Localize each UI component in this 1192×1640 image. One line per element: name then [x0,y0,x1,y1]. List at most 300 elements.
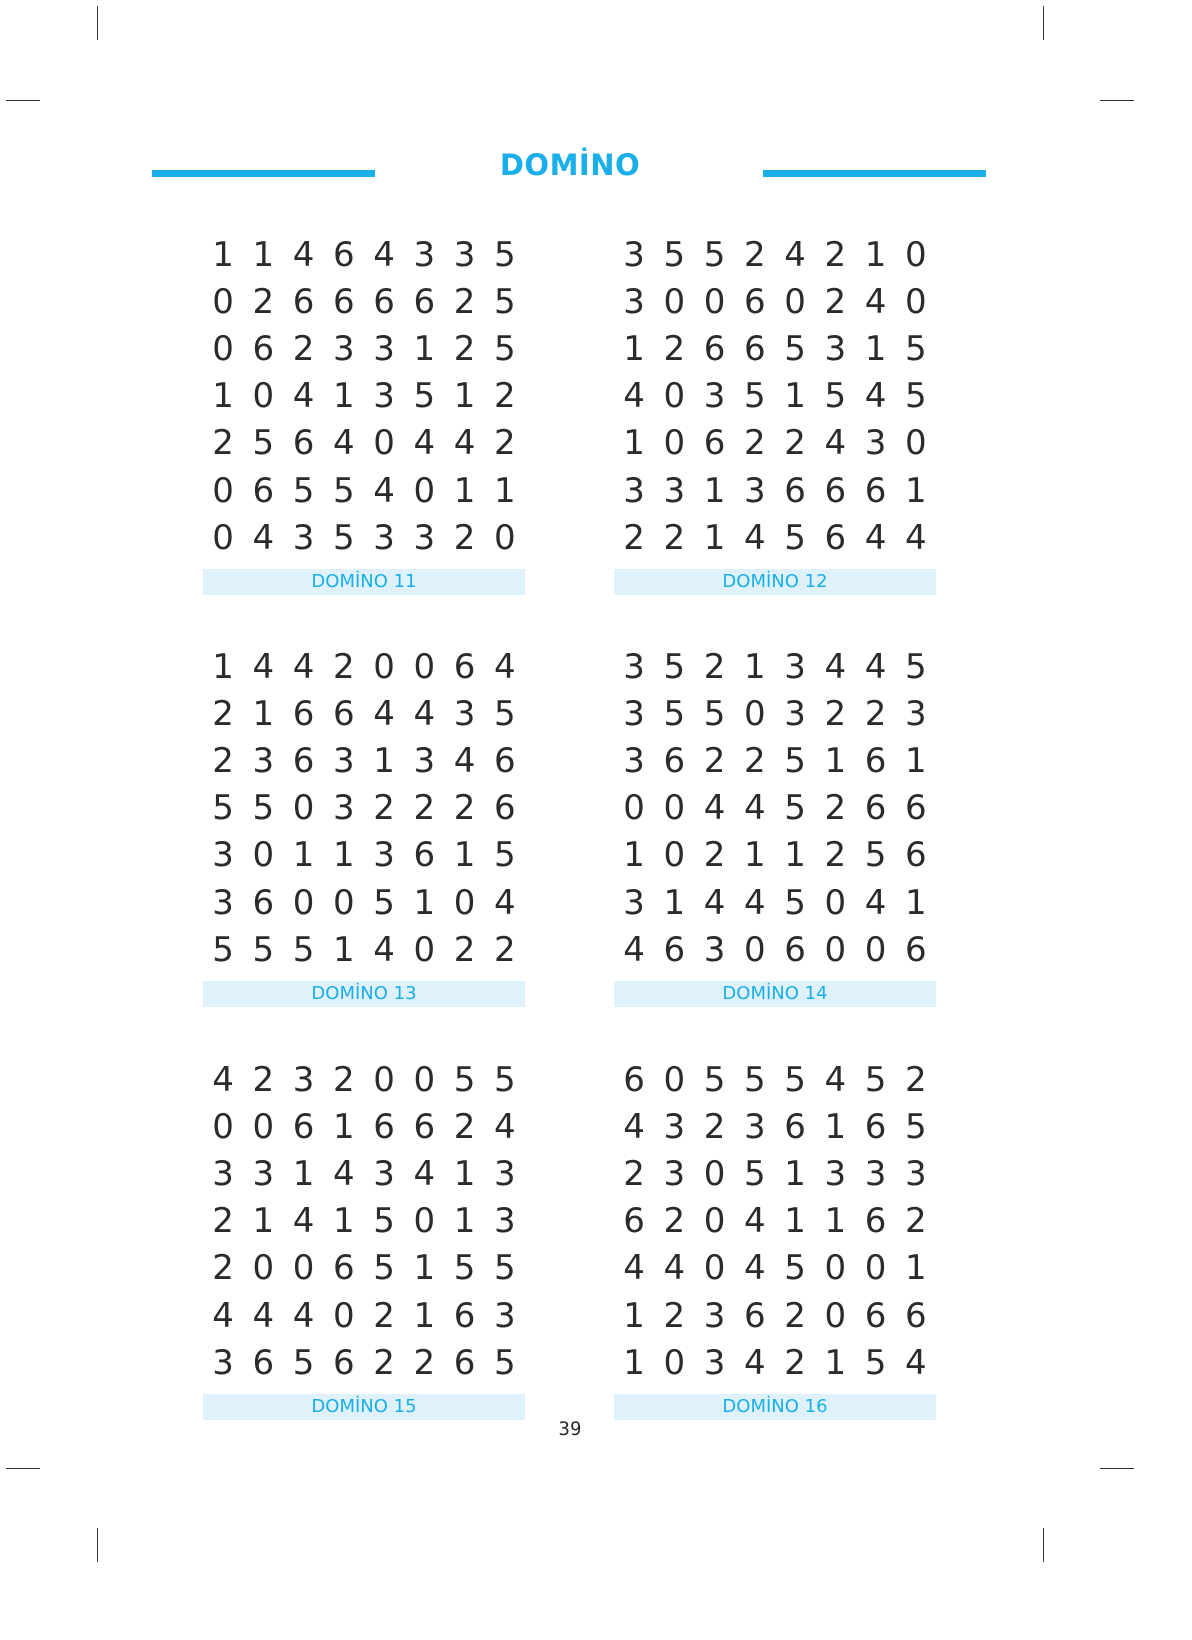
grid-cell: 0 [824,1295,847,1336]
grid-cell: 4 [373,693,395,734]
grid-cell: 3 [453,693,476,734]
grid-cell: 4 [663,1248,686,1289]
grid-cell: 1 [703,470,726,511]
grid-cell: 5 [744,376,766,417]
grid-cell: 2 [292,328,315,369]
grid-cell: 6 [744,281,766,322]
grid-cell: 4 [623,1106,645,1147]
grid-cell: 1 [623,328,645,369]
grid-cell: 6 [292,740,315,781]
grid-cell: 5 [373,1248,395,1289]
grid-cell: 4 [905,517,927,558]
crop-mark [1043,6,1044,40]
grid-row [614,1056,936,1103]
grid-cell: 1 [494,470,516,511]
grid-cell: 3 [623,234,645,275]
grid-row [203,514,525,561]
grid-cell: 1 [453,1153,476,1194]
grid-cell: 2 [453,328,476,369]
grid-cell: 1 [703,517,726,558]
grid-cell: 4 [212,1295,234,1336]
grid-cell: 1 [905,740,927,781]
grid-cell: 1 [905,1248,927,1289]
grid-row [614,467,936,514]
grid-cell: 3 [292,517,315,558]
grid-cell: 3 [824,328,847,369]
grid-cell: 5 [494,234,516,275]
grid-cell: 1 [333,1201,355,1242]
grid-row [614,1198,936,1245]
grid-cell: 5 [373,882,395,923]
grid-cell: 0 [623,788,645,829]
grid-cell: 5 [703,234,726,275]
grid-cell: 6 [292,423,315,464]
grid-cell: 4 [292,234,315,275]
grid-cell: 5 [663,234,686,275]
grid-cell: 5 [292,1342,315,1383]
grid-cell: 4 [413,423,436,464]
grid-cell: 4 [864,882,887,923]
crop-mark [6,1468,40,1469]
grid-cell: 0 [212,517,234,558]
grid-cell: 4 [373,929,395,970]
grid-cell: 5 [292,470,315,511]
puzzle-label: DOMİNO 14 [614,981,936,1007]
grid-cell: 1 [413,1248,436,1289]
grid-cell: 2 [824,835,847,876]
grid-row [614,926,936,973]
grid-cell: 6 [252,882,275,923]
grid-cell: 5 [905,646,927,687]
grid-cell: 1 [212,376,234,417]
grid-cell: 3 [252,740,275,781]
grid-cell: 0 [663,281,686,322]
grid-cell: 3 [784,646,806,687]
number-grid [203,1056,525,1386]
grid-row [203,737,525,784]
grid-cell: 1 [413,1295,436,1336]
grid-cell: 0 [744,929,766,970]
grid-cell: 1 [252,1201,275,1242]
grid-cell: 5 [413,376,436,417]
grid-cell: 6 [784,470,806,511]
grid-cell: 4 [864,517,887,558]
grid-cell: 3 [703,376,726,417]
grid-cell: 2 [744,423,766,464]
grid-cell: 6 [292,1106,315,1147]
grid-cell: 3 [413,517,436,558]
domino-puzzle [203,1056,525,1420]
grid-cell: 0 [292,1248,315,1289]
grid-cell: 2 [703,646,726,687]
grid-cell: 0 [212,1106,234,1147]
grid-cell: 6 [494,740,516,781]
grid-cell: 1 [824,1106,847,1147]
grid-cell: 1 [212,234,234,275]
grid-cell: 0 [212,281,234,322]
grid-cell: 1 [333,1106,355,1147]
grid-cell: 2 [905,1201,927,1242]
grid-cell: 1 [824,740,847,781]
grid-cell: 2 [373,788,395,829]
grid-cell: 0 [824,1248,847,1289]
grid-cell: 5 [453,1059,476,1100]
grid-cell: 5 [252,788,275,829]
grid-cell: 6 [333,281,355,322]
grid-cell: 2 [453,1106,476,1147]
grid-cell: 6 [864,1295,887,1336]
grid-cell: 2 [824,234,847,275]
grid-cell: 6 [292,693,315,734]
crop-mark [97,6,98,40]
title-rule-left [152,170,375,177]
grid-cell: 5 [494,1248,516,1289]
grid-cell: 6 [864,788,887,829]
grid-cell: 1 [292,1153,315,1194]
grid-cell: 3 [744,1106,766,1147]
number-grid [614,1056,936,1386]
grid-cell: 6 [864,470,887,511]
grid-cell: 6 [292,281,315,322]
grid-cell: 4 [252,517,275,558]
grid-cell: 5 [494,835,516,876]
grid-cell: 4 [824,646,847,687]
grid-cell: 5 [494,1059,516,1100]
grid-cell: 0 [413,1059,436,1100]
grid-row [203,879,525,926]
grid-cell: 2 [252,281,275,322]
grid-row [203,231,525,278]
grid-cell: 1 [623,1342,645,1383]
grid-cell: 3 [413,234,436,275]
grid-cell: 2 [744,234,766,275]
grid-cell: 4 [333,423,355,464]
grid-cell: 3 [703,1342,726,1383]
grid-cell: 2 [744,740,766,781]
grid-row [203,785,525,832]
grid-cell: 5 [784,328,806,369]
grid-cell: 6 [252,470,275,511]
grid-cell: 2 [373,1342,395,1383]
grid-cell: 4 [373,470,395,511]
number-grid [203,643,525,973]
grid-row [614,1103,936,1150]
grid-cell: 3 [905,693,927,734]
grid-cell: 1 [824,1342,847,1383]
grid-cell: 0 [292,882,315,923]
grid-row [614,690,936,737]
grid-cell: 2 [333,1059,355,1100]
grid-row [614,278,936,325]
grid-cell: 6 [663,740,686,781]
grid-cell: 5 [212,788,234,829]
grid-cell: 4 [413,1153,436,1194]
grid-cell: 4 [864,646,887,687]
grid-cell: 3 [212,835,234,876]
grid-cell: 4 [824,423,847,464]
grid-cell: 6 [864,1201,887,1242]
grid-cell: 3 [333,740,355,781]
grid-cell: 0 [905,234,927,275]
grid-cell: 4 [292,1201,315,1242]
grid-cell: 5 [744,1059,766,1100]
grid-cell: 0 [212,328,234,369]
grid-cell: 2 [453,929,476,970]
grid-row [614,373,936,420]
grid-cell: 2 [703,740,726,781]
grid-cell: 4 [212,1059,234,1100]
grid-cell: 4 [744,517,766,558]
grid-cell: 4 [453,740,476,781]
grid-cell: 0 [373,423,395,464]
grid-cell: 6 [252,1342,275,1383]
grid-row [203,278,525,325]
number-grid [614,231,936,561]
grid-cell: 1 [784,1201,806,1242]
grid-row [203,926,525,973]
grid-cell: 4 [292,376,315,417]
page-number: 39 [558,1418,582,1440]
grid-row [614,1245,936,1292]
grid-cell: 5 [864,1059,887,1100]
grid-cell: 4 [703,788,726,829]
grid-cell: 3 [623,281,645,322]
puzzle-label: DOMİNO 13 [203,981,525,1007]
grid-cell: 6 [905,929,927,970]
grid-cell: 3 [864,1153,887,1194]
grid-cell: 1 [623,423,645,464]
grid-cell: 4 [744,788,766,829]
grid-cell: 6 [453,1295,476,1336]
grid-cell: 0 [864,1248,887,1289]
grid-row [203,1292,525,1339]
grid-cell: 4 [252,1295,275,1336]
grid-cell: 6 [333,693,355,734]
grid-row [203,832,525,879]
grid-cell: 2 [663,517,686,558]
grid-cell: 3 [333,788,355,829]
crop-mark [6,100,40,101]
grid-cell: 2 [453,788,476,829]
grid-cell: 6 [252,328,275,369]
grid-cell: 3 [494,1201,516,1242]
grid-cell: 4 [494,882,516,923]
grid-cell: 5 [824,376,847,417]
grid-cell: 3 [212,882,234,923]
grid-cell: 0 [663,1342,686,1383]
grid-cell: 2 [212,1201,234,1242]
grid-cell: 2 [703,1106,726,1147]
grid-cell: 1 [453,835,476,876]
grid-cell: 3 [373,1153,395,1194]
grid-cell: 5 [663,693,686,734]
grid-cell: 6 [905,835,927,876]
grid-cell: 5 [373,1201,395,1242]
number-grid [614,643,936,973]
grid-cell: 4 [784,234,806,275]
grid-cell: 4 [333,1153,355,1194]
grid-cell: 1 [453,470,476,511]
page-title: DOMİNO [499,148,641,182]
grid-cell: 6 [744,1295,766,1336]
grid-cell: 4 [623,376,645,417]
grid-cell: 3 [744,470,766,511]
grid-cell: 3 [623,882,645,923]
grid-row [203,1245,525,1292]
grid-cell: 2 [413,1342,436,1383]
grid-row [614,832,936,879]
grid-cell: 0 [663,1059,686,1100]
grid-cell: 3 [212,1153,234,1194]
grid-cell: 5 [663,646,686,687]
grid-cell: 1 [864,328,887,369]
grid-cell: 3 [373,376,395,417]
grid-row [203,643,525,690]
grid-row [203,420,525,467]
puzzle-label: DOMİNO 15 [203,1394,525,1420]
grid-cell: 0 [413,1201,436,1242]
grid-row [203,1150,525,1197]
grid-cell: 5 [784,740,806,781]
grid-cell: 6 [905,788,927,829]
grid-cell: 0 [413,929,436,970]
grid-cell: 0 [663,835,686,876]
grid-cell: 3 [494,1295,516,1336]
grid-cell: 2 [703,835,726,876]
grid-cell: 6 [703,423,726,464]
grid-row [203,1198,525,1245]
grid-cell: 3 [663,1106,686,1147]
grid-cell: 3 [623,693,645,734]
grid-cell: 6 [784,929,806,970]
grid-cell: 5 [494,693,516,734]
grid-cell: 2 [623,517,645,558]
grid-cell: 0 [373,646,395,687]
grid-cell: 5 [292,929,315,970]
grid-cell: 6 [864,1106,887,1147]
grid-cell: 6 [824,517,847,558]
grid-cell: 4 [494,1106,516,1147]
grid-cell: 5 [905,376,927,417]
grid-cell: 1 [784,1153,806,1194]
grid-cell: 2 [212,1248,234,1289]
grid-cell: 0 [413,470,436,511]
grid-cell: 4 [623,1248,645,1289]
grid-cell: 1 [453,1201,476,1242]
grid-cell: 2 [824,281,847,322]
grid-cell: 6 [413,835,436,876]
grid-cell: 5 [333,470,355,511]
grid-cell: 2 [333,646,355,687]
grid-cell: 0 [413,646,436,687]
grid-cell: 0 [703,281,726,322]
grid-cell: 3 [373,328,395,369]
grid-cell: 0 [373,1059,395,1100]
grid-cell: 3 [623,740,645,781]
grid-cell: 1 [824,1201,847,1242]
grid-cell: 2 [784,1295,806,1336]
grid-cell: 0 [703,1248,726,1289]
grid-cell: 3 [494,1153,516,1194]
grid-cell: 0 [663,788,686,829]
grid-cell: 1 [623,835,645,876]
grid-cell: 6 [453,1342,476,1383]
grid-cell: 2 [373,1295,395,1336]
grid-cell: 6 [663,929,686,970]
crop-mark [97,1528,98,1562]
grid-cell: 1 [212,646,234,687]
grid-cell: 1 [333,835,355,876]
crop-mark [1043,1528,1044,1562]
grid-cell: 6 [373,1106,395,1147]
grid-cell: 2 [494,376,516,417]
grid-cell: 3 [824,1153,847,1194]
grid-cell: 1 [905,470,927,511]
grid-row [203,690,525,737]
grid-cell: 3 [663,1153,686,1194]
grid-cell: 5 [494,328,516,369]
grid-cell: 0 [744,693,766,734]
grid-cell: 3 [663,470,686,511]
grid-cell: 1 [744,646,766,687]
grid-cell: 4 [864,281,887,322]
grid-cell: 5 [703,1059,726,1100]
grid-cell: 5 [333,517,355,558]
domino-puzzle [203,643,525,1007]
grid-cell: 4 [252,646,275,687]
grid-cell: 2 [494,929,516,970]
grid-cell: 5 [784,1248,806,1289]
grid-cell: 5 [744,1153,766,1194]
grid-cell: 6 [905,1295,927,1336]
grid-cell: 2 [623,1153,645,1194]
grid-cell: 0 [824,929,847,970]
grid-cell: 6 [623,1059,645,1100]
grid-row [203,373,525,420]
grid-row [614,514,936,561]
grid-cell: 2 [413,788,436,829]
grid-cell: 0 [864,929,887,970]
grid-cell: 0 [252,1106,275,1147]
grid-cell: 3 [864,423,887,464]
grid-cell: 1 [292,835,315,876]
grid-cell: 4 [864,376,887,417]
grid-row [203,325,525,372]
grid-row [203,467,525,514]
grid-cell: 0 [333,1295,355,1336]
grid-row [614,1339,936,1386]
grid-cell: 5 [212,929,234,970]
grid-cell: 3 [252,1153,275,1194]
grid-cell: 2 [784,1342,806,1383]
grid-cell: 6 [373,281,395,322]
grid-cell: 1 [744,835,766,876]
grid-cell: 4 [744,1201,766,1242]
grid-cell: 6 [703,328,726,369]
grid-cell: 4 [413,693,436,734]
grid-cell: 2 [494,423,516,464]
grid-row [614,1150,936,1197]
grid-cell: 0 [453,882,476,923]
grid-cell: 3 [703,1295,726,1336]
grid-row [203,1103,525,1150]
grid-cell: 0 [252,835,275,876]
grid-row [203,1056,525,1103]
grid-cell: 5 [784,517,806,558]
grid-cell: 0 [252,376,275,417]
puzzle-label: DOMİNO 12 [614,569,936,595]
grid-cell: 4 [824,1059,847,1100]
